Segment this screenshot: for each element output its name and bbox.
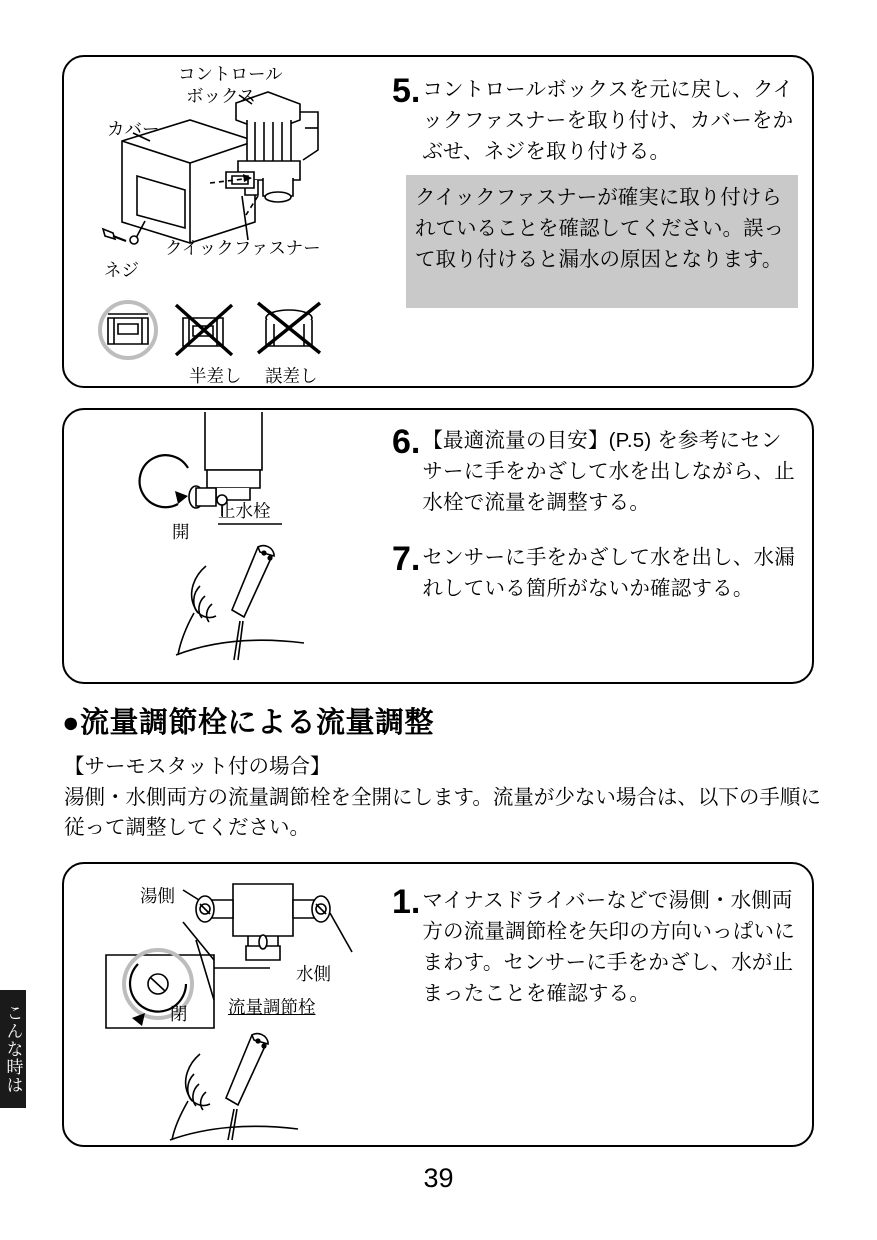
step6-number: 6. xyxy=(392,423,421,461)
section-heading: ●流量調節栓による流量調整 xyxy=(62,707,435,739)
label-control-box-line2: ボックス xyxy=(186,86,256,106)
label-half-insert: 半差し xyxy=(189,366,242,386)
label-close: 閉 xyxy=(170,1004,188,1024)
step1-flow-text: マイナスドライバーなどで湯側・水側両方の流量調節栓を矢印の方向いっぱいにまわす。センサーに手をかざし、水が止まったことを確認する。 xyxy=(422,889,795,1005)
step5-text: コントロールボックスを元に戻し、クイックファスナーを取り付け、カバーをかぶせ、ネジを取り付ける。 xyxy=(422,78,794,163)
label-control-box-line1: コントロール xyxy=(178,64,283,84)
label-quick-fastener: クイックファスナー xyxy=(165,238,321,258)
page-number: 39 xyxy=(423,1163,454,1193)
section-subheading: 【サーモスタット付の場合】 xyxy=(64,755,331,778)
step1-flow-instruction xyxy=(392,885,798,1009)
label-wrong-insert: 誤差し xyxy=(265,366,318,386)
section-paragraph: 湯側・水側両方の流量調節栓を全開にします。流量が少ない場合は、以下の手順に従って調整してください。 xyxy=(64,786,821,839)
label-stop-valve: 止水栓 xyxy=(218,501,271,521)
label-hot-side: 湯側 xyxy=(140,886,175,906)
step6-text: 【最適流量の目安】(P.5) を参考にセンサーに手をかざして水を出しながら、止水栓で流量を調整する。 xyxy=(422,429,795,514)
step7-number: 7. xyxy=(392,540,421,578)
step7-text: センサーに手をかざして水を出し、水漏れしている箇所がないか確認する。 xyxy=(422,546,795,600)
side-tab-label: こんな時は xyxy=(0,990,26,1108)
step5-note: クイックファスナーが確実に取り付けられていることを確認してください。誤って取り付けると漏水の原因となります。 xyxy=(406,175,798,308)
step1-flow-number: 1. xyxy=(392,883,421,921)
label-cover: カバー xyxy=(107,119,160,139)
label-screw: ネジ xyxy=(104,260,139,280)
step5-number: 5. xyxy=(392,72,421,110)
label-cold-side: 水側 xyxy=(296,964,331,984)
label-flow-valve: 流量調節栓 xyxy=(228,997,316,1017)
label-open: 開 xyxy=(172,522,190,542)
